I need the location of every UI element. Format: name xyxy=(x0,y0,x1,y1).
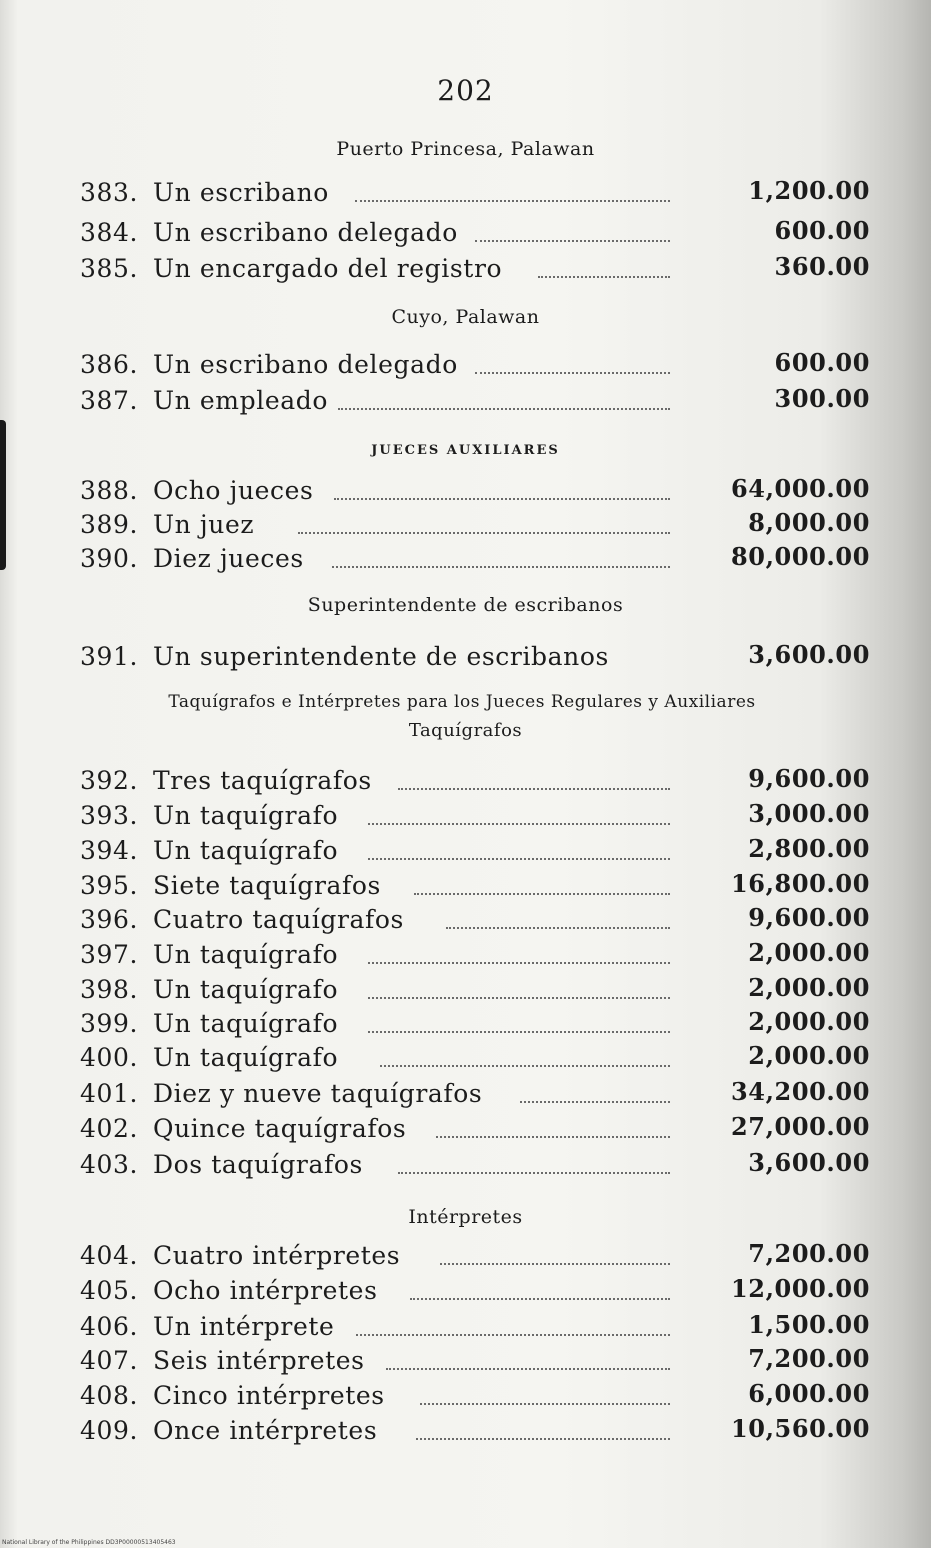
leader-dots xyxy=(410,1296,670,1300)
leader-dots xyxy=(538,274,670,278)
leader-dots xyxy=(446,925,670,929)
row-amount: 7,200.00 xyxy=(748,1344,870,1373)
row-number: 384. xyxy=(80,218,139,247)
section-subtitle-taquigrafos: Taquígrafos xyxy=(408,720,523,741)
section-title-taquigrafos-interpretes: Taquígrafos e Intérpretes para los Jueces Regulares y Auxiliares xyxy=(168,692,756,712)
row-number: 393. xyxy=(80,801,139,830)
row-amount: 6,000.00 xyxy=(748,1379,870,1408)
leader-dots xyxy=(368,960,670,964)
leader-dots xyxy=(356,1332,670,1336)
section-title-jueces-auxiliares: JUECES AUXILIARES xyxy=(371,443,560,458)
row-amount: 7,200.00 xyxy=(748,1239,870,1268)
row-description: Diez jueces xyxy=(153,544,304,573)
row-number: 405. xyxy=(80,1276,139,1305)
row-amount: 80,000.00 xyxy=(730,542,870,571)
leader-dots xyxy=(368,995,670,999)
row-description: Quince taquígrafos xyxy=(153,1114,407,1143)
scan-footer: National Library of the Philippines DD3P00000513405463 xyxy=(2,1539,176,1546)
table-row xyxy=(80,1150,870,1184)
row-description: Un intérprete xyxy=(153,1312,335,1341)
row-amount: 2,000.00 xyxy=(748,938,870,967)
leader-dots xyxy=(334,496,670,500)
section-title-puerto-princesa: Puerto Princesa, Palawan xyxy=(336,138,595,160)
table-row xyxy=(80,544,870,578)
row-amount: 34,200.00 xyxy=(730,1077,870,1106)
row-description: Un empleado xyxy=(153,386,328,415)
row-number: 403. xyxy=(80,1150,139,1179)
table-row xyxy=(80,1346,870,1380)
table-row xyxy=(80,510,870,544)
row-number: 398. xyxy=(80,975,139,1004)
row-number: 399. xyxy=(80,1009,139,1038)
row-number: 391. xyxy=(80,642,139,671)
table-row xyxy=(80,871,870,905)
row-amount: 64,000.00 xyxy=(730,474,870,503)
row-number: 395. xyxy=(80,871,139,900)
leader-dots xyxy=(368,821,670,825)
leader-dots xyxy=(398,786,670,790)
row-number: 392. xyxy=(80,766,139,795)
row-amount: 10,560.00 xyxy=(730,1414,870,1443)
row-description: Cuatro taquígrafos xyxy=(153,905,404,934)
leader-dots xyxy=(368,856,670,860)
leader-dots xyxy=(475,238,670,242)
leader-dots xyxy=(338,406,670,410)
table-row xyxy=(80,178,870,212)
leader-dots xyxy=(420,1401,670,1405)
table-row xyxy=(80,766,870,800)
leader-dots xyxy=(368,1029,670,1033)
row-amount: 16,800.00 xyxy=(730,869,870,898)
leader-dots xyxy=(386,1366,670,1370)
table-row xyxy=(80,642,870,676)
row-amount: 1,200.00 xyxy=(748,176,870,205)
leader-dots xyxy=(398,1170,670,1174)
row-number: 383. xyxy=(80,178,139,207)
page-number: 202 xyxy=(437,74,494,107)
row-description: Un escribano delegado xyxy=(153,350,458,379)
table-row xyxy=(80,801,870,835)
row-number: 385. xyxy=(80,254,139,283)
row-number: 386. xyxy=(80,350,139,379)
row-number: 408. xyxy=(80,1381,139,1410)
row-description: Un taquígrafo xyxy=(153,801,339,830)
row-number: 407. xyxy=(80,1346,139,1375)
row-description: Un taquígrafo xyxy=(153,1009,339,1038)
table-row xyxy=(80,1416,870,1450)
row-number: 406. xyxy=(80,1312,139,1341)
row-amount: 9,600.00 xyxy=(748,903,870,932)
row-number: 400. xyxy=(80,1043,139,1072)
table-row xyxy=(80,350,870,384)
row-amount: 8,000.00 xyxy=(748,508,870,537)
table-row xyxy=(80,1312,870,1346)
row-description: Once intérpretes xyxy=(153,1416,378,1445)
row-amount: 2,000.00 xyxy=(748,1041,870,1070)
table-row xyxy=(80,905,870,939)
row-number: 409. xyxy=(80,1416,139,1445)
row-amount: 12,000.00 xyxy=(730,1274,870,1303)
section-title-superintendente: Superintendente de escribanos xyxy=(307,594,624,616)
row-number: 404. xyxy=(80,1241,139,1270)
leader-dots xyxy=(298,530,670,534)
row-number: 402. xyxy=(80,1114,139,1143)
table-row xyxy=(80,1381,870,1415)
table-row xyxy=(80,218,870,252)
table-row xyxy=(80,940,870,974)
table-row xyxy=(80,1114,870,1148)
row-description: Un escribano xyxy=(153,178,329,207)
row-description: Cinco intérpretes xyxy=(153,1381,385,1410)
table-row xyxy=(80,1276,870,1310)
leader-dots xyxy=(355,198,670,202)
table-row xyxy=(80,386,870,420)
row-description: Un taquígrafo xyxy=(153,836,339,865)
leader-dots xyxy=(475,370,670,374)
table-row xyxy=(80,1241,870,1275)
row-number: 394. xyxy=(80,836,139,865)
leader-dots xyxy=(380,1063,670,1067)
row-amount: 300.00 xyxy=(774,384,870,413)
leader-dots xyxy=(520,1099,670,1103)
section-title-cuyo: Cuyo, Palawan xyxy=(391,306,540,328)
row-amount: 3,000.00 xyxy=(748,799,870,828)
leader-dots xyxy=(440,1261,670,1265)
row-amount: 1,500.00 xyxy=(748,1310,870,1339)
table-row xyxy=(80,836,870,870)
row-description: Dos taquígrafos xyxy=(153,1150,363,1179)
row-number: 401. xyxy=(80,1079,139,1108)
row-amount: 9,600.00 xyxy=(748,764,870,793)
leader-dots xyxy=(414,891,670,895)
row-number: 397. xyxy=(80,940,139,969)
row-amount: 3,600.00 xyxy=(748,640,870,669)
leader-dots xyxy=(416,1436,670,1440)
row-description: Un superintendente de escribanos xyxy=(153,642,609,671)
row-description: Un encargado del registro xyxy=(153,254,503,283)
row-description: Ocho intérpretes xyxy=(153,1276,378,1305)
row-amount: 2,800.00 xyxy=(748,834,870,863)
row-number: 396. xyxy=(80,905,139,934)
leader-dots xyxy=(332,564,670,568)
table-row xyxy=(80,254,870,288)
table-row xyxy=(80,975,870,1009)
row-description: Un taquígrafo xyxy=(153,1043,339,1072)
row-description: Diez y nueve taquígrafos xyxy=(153,1079,483,1108)
table-row xyxy=(80,1043,870,1077)
row-amount: 2,000.00 xyxy=(748,1007,870,1036)
row-description: Un taquígrafo xyxy=(153,975,339,1004)
table-row xyxy=(80,1079,870,1113)
row-number: 387. xyxy=(80,386,139,415)
row-amount: 3,600.00 xyxy=(748,1148,870,1177)
row-description: Un juez xyxy=(153,510,255,539)
row-amount: 2,000.00 xyxy=(748,973,870,1002)
table-row xyxy=(80,1009,870,1043)
row-description: Un escribano delegado xyxy=(153,218,458,247)
row-number: 388. xyxy=(80,476,139,505)
row-number: 390. xyxy=(80,544,139,573)
leader-dots xyxy=(436,1134,670,1138)
row-description: Siete taquígrafos xyxy=(153,871,381,900)
row-amount: 27,000.00 xyxy=(730,1112,870,1141)
row-amount: 600.00 xyxy=(774,348,870,377)
table-row xyxy=(80,476,870,510)
row-description: Seis intérpretes xyxy=(153,1346,365,1375)
row-description: Cuatro intérpretes xyxy=(153,1241,401,1270)
row-description: Ocho jueces xyxy=(153,476,314,505)
row-amount: 600.00 xyxy=(774,216,870,245)
row-description: Un taquígrafo xyxy=(153,940,339,969)
row-description: Tres taquígrafos xyxy=(153,766,372,795)
row-amount: 360.00 xyxy=(774,252,870,281)
row-number: 389. xyxy=(80,510,139,539)
section-title-interpretes: Intérpretes xyxy=(408,1206,523,1228)
